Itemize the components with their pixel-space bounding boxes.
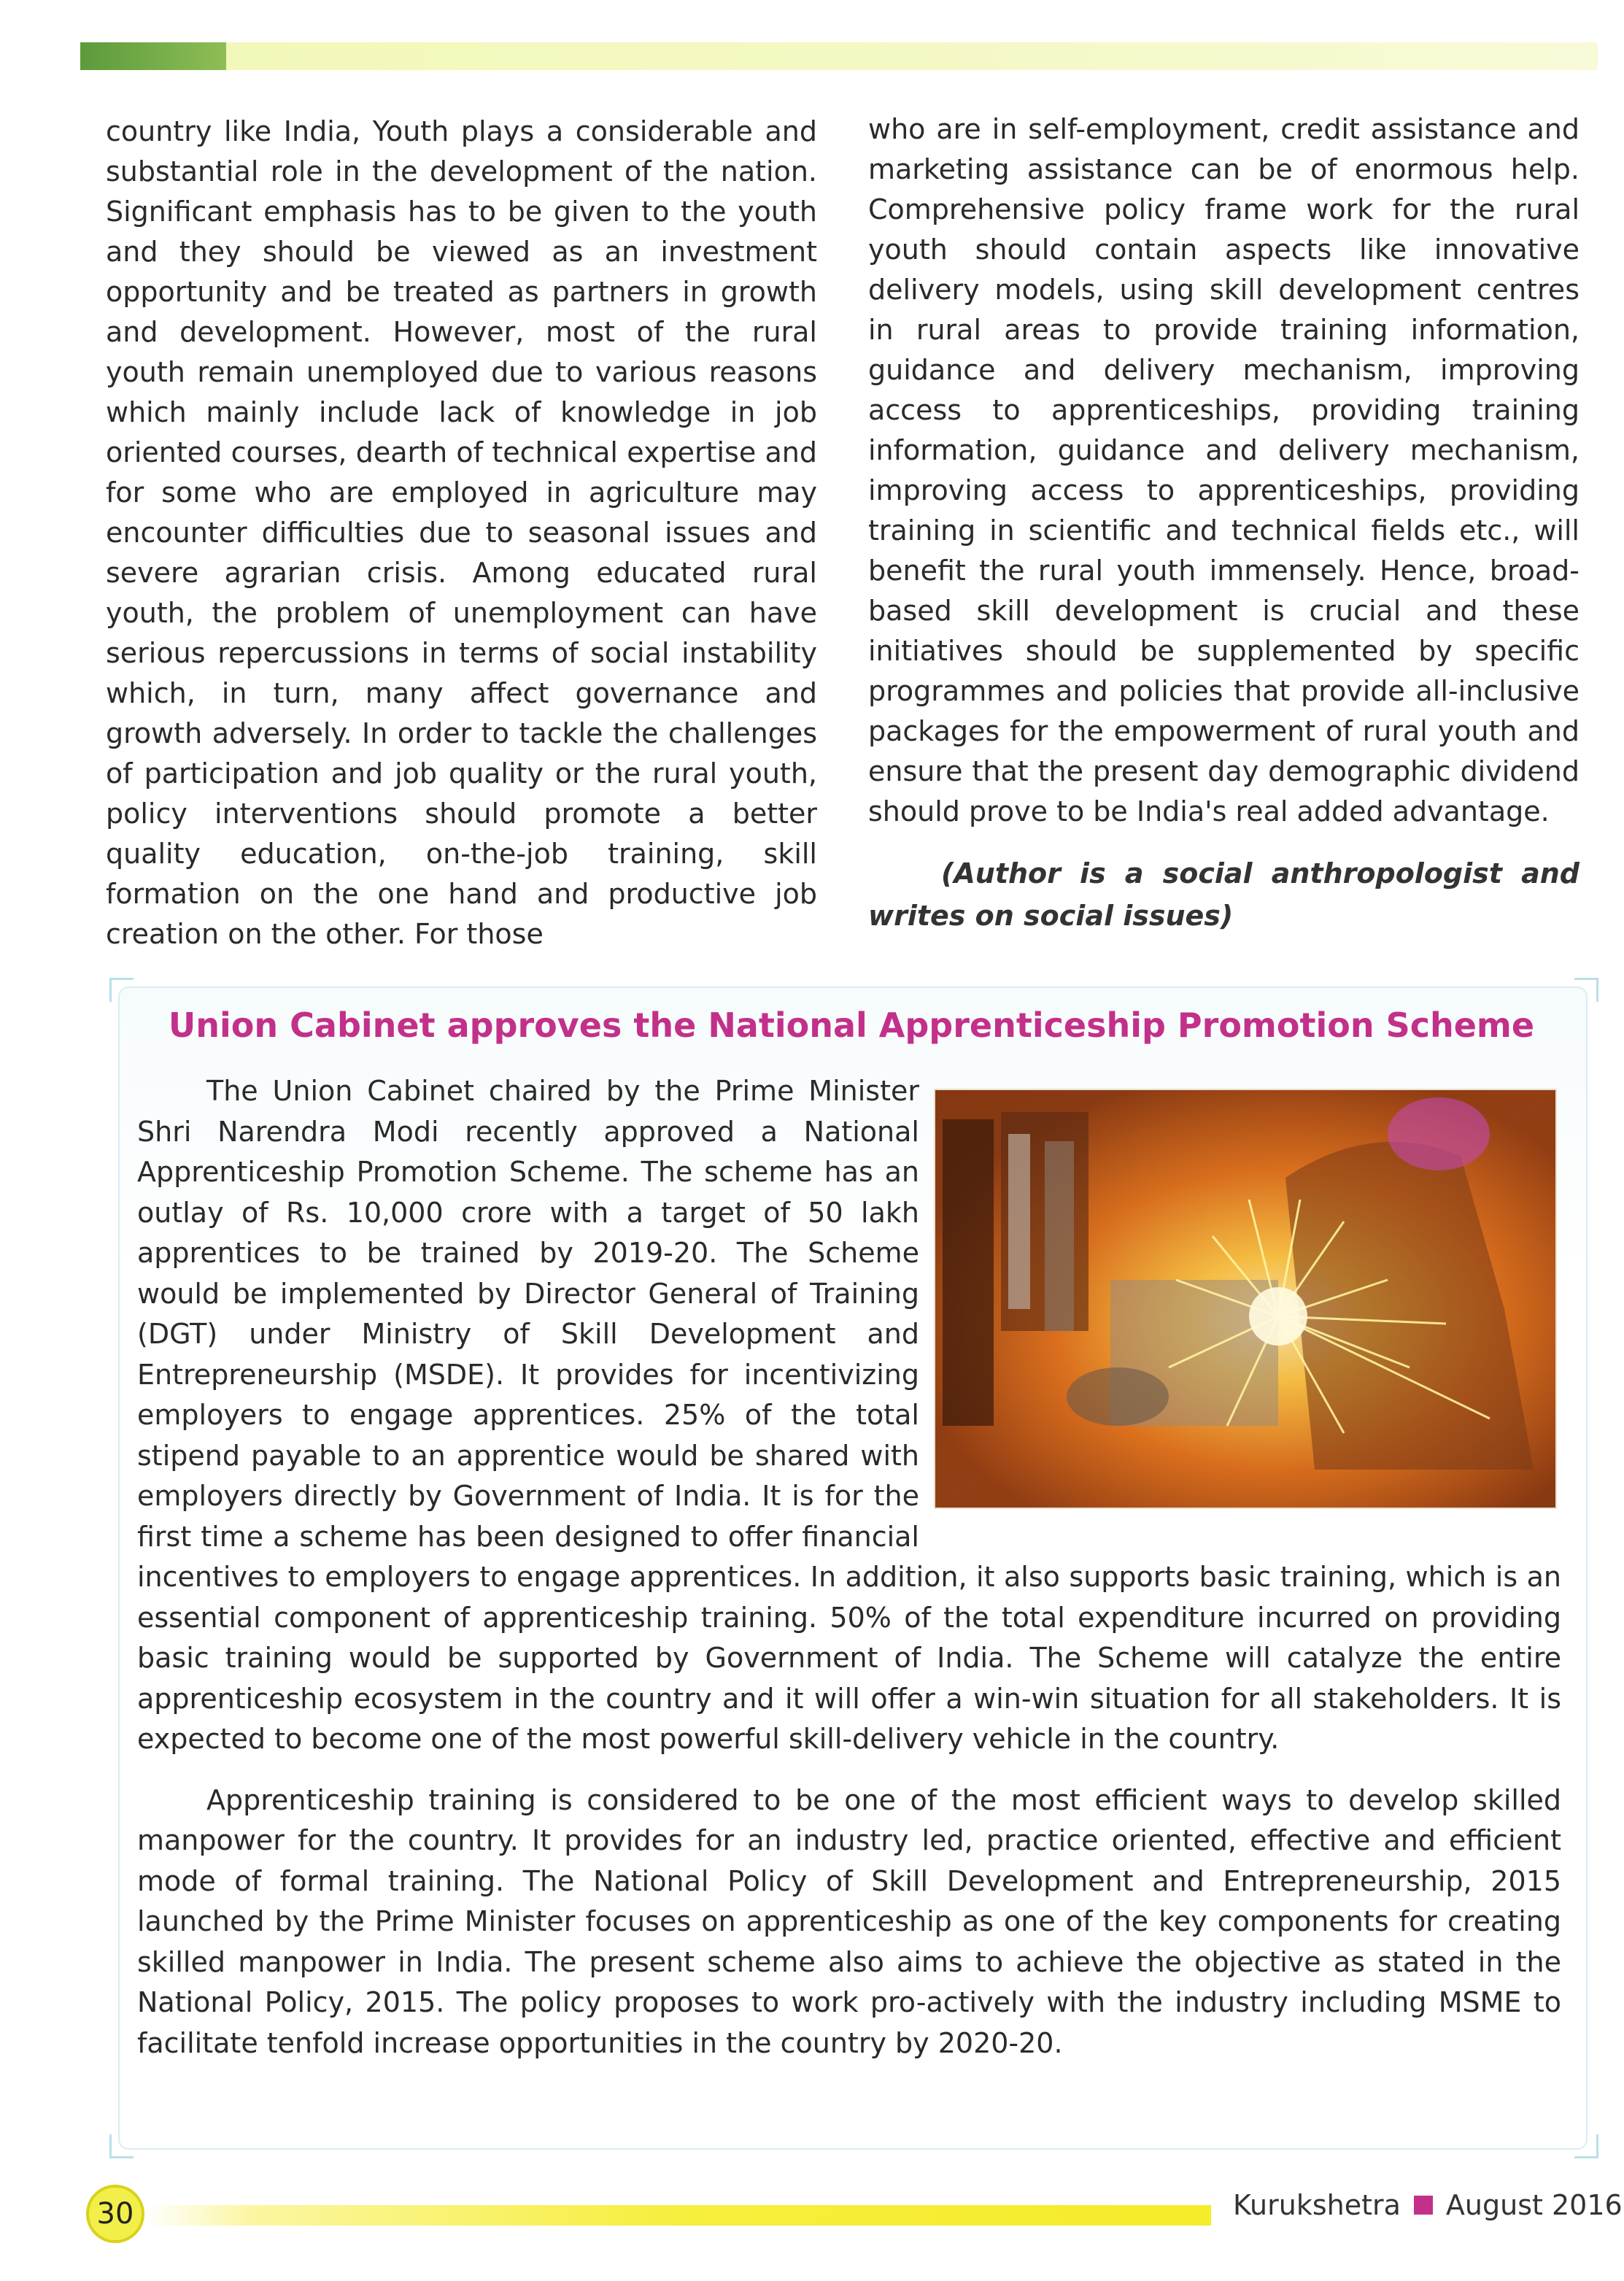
right-column-text: who are in self-employment, credit assistance and marketing assistance can be of enormous help. Comprehensive policy frame work for the rural youth should contain aspects like innovative delivery models, using skill development centres in rural areas to provide training information, guidance and delivery mechanism, improving access to apprenticeships, providing training information, guidance and delivery mechanism, improving access to apprenticeships, providing training in scientific and technical fields etc., will benefit the rural youth immensely. Hence, broad-based skill development is crucial and these initiatives should be supplemented by specific programmes and policies that provide all-inclusive packages for the empowerment of rural youth and ensure that the present day demographic dividend should prove to be India's real added advantage. <box>868 113 1579 827</box>
top-green-accent <box>80 42 226 70</box>
magazine-name: Kurukshetra <box>1233 2189 1401 2221</box>
box-paragraph-2: Apprenticeship training is considered to be one of the most efficient ways to develop skilled manpower for the country. It provides for an industry led, practice oriented, effective and efficient mode of formal training. The National Policy of Skill Development and Entrepreneurship, 2015 launched by the Prime Minister focuses on apprenticeship as one of the key components for creating skilled manpower in India. The present scheme also aims to achieve the objective as stated in the National Policy, 2015. The policy proposes to work pro-actively with the industry including MSME to facilitate tenfold increase opportunities in the country by 2020-20. <box>137 1783 1561 2059</box>
bottom-decorative-bar <box>146 2205 1211 2226</box>
box-corner-decoration <box>1574 978 1598 1002</box>
page-number-badge: 30 <box>86 2185 144 2243</box>
box-corner-decoration <box>109 2134 134 2158</box>
footer-separator-square <box>1414 2196 1433 2215</box>
footer <box>1233 2189 1623 2221</box>
box-corner-decoration <box>109 978 134 1002</box>
issue-date: August 2016 <box>1445 2189 1623 2221</box>
box-title: Union Cabinet approves the National Apprenticeship Promotion Scheme <box>168 1006 1535 1045</box>
left-column-text: country like India, Youth plays a considerable and substantial role in the development of the nation. Significant emphasis has to be given to the youth and they should be viewed as an investment opportunity and be treated as partners in growth and development. However, most of the rural youth remain unemployed due to various reasons which mainly include lack of knowledge in job oriented courses, dearth of technical expertise and for some who are employed in agriculture may encounter difficulties due to seasonal issues and severe agrarian crisis. Among educated rural youth, the problem of unemployment can have serious repercussions in terms of social instability which, in turn, many affect governance and growth adversely. In order to tackle the challenges of participation and job quality or the rural youth, policy interventions should promote a better quality education, on-the-job training, skill formation on the one hand and productive job creation on the other. For those <box>106 115 817 950</box>
box-corner-decoration <box>1574 2134 1598 2158</box>
welding-photo <box>934 1089 1557 1509</box>
box-paragraph-1: The Union Cabinet chaired by the Prime Minister Shri Narendra Modi recently approved a National Apprenticeship Promotion Scheme. The scheme has an outlay of Rs. 10,000 crore with a target of 50 lakh apprentices to be trained by 2019-20. The Scheme would be implemented by Director General of Training (DGT) under Ministry of Skill Development and Entrepreneurship (MSDE). It provides for incentivizing employers to engage apprentices. 25% of the total stipend payable to an apprentice would be shared with employers directly by Government of India. It is for the first time a scheme has been designed to offer financial incentives to employers to engage apprentices. In addition, it also supports basic training, which is an essential component of apprenticeship training. 50% of the total expenditure incurred on providing basic training would be supported by Government of India. The Scheme will catalyze the entire apprenticeship ecosystem in the country and it will offer a win-win situation for all stakeholders. It is expected to become one of the most powerful skill-delivery vehicle in the country. <box>137 1075 1561 1755</box>
top-decorative-bar <box>80 42 1598 70</box>
author-note: (Author is a social anthropologist and writes on social issues) <box>868 857 1579 932</box>
